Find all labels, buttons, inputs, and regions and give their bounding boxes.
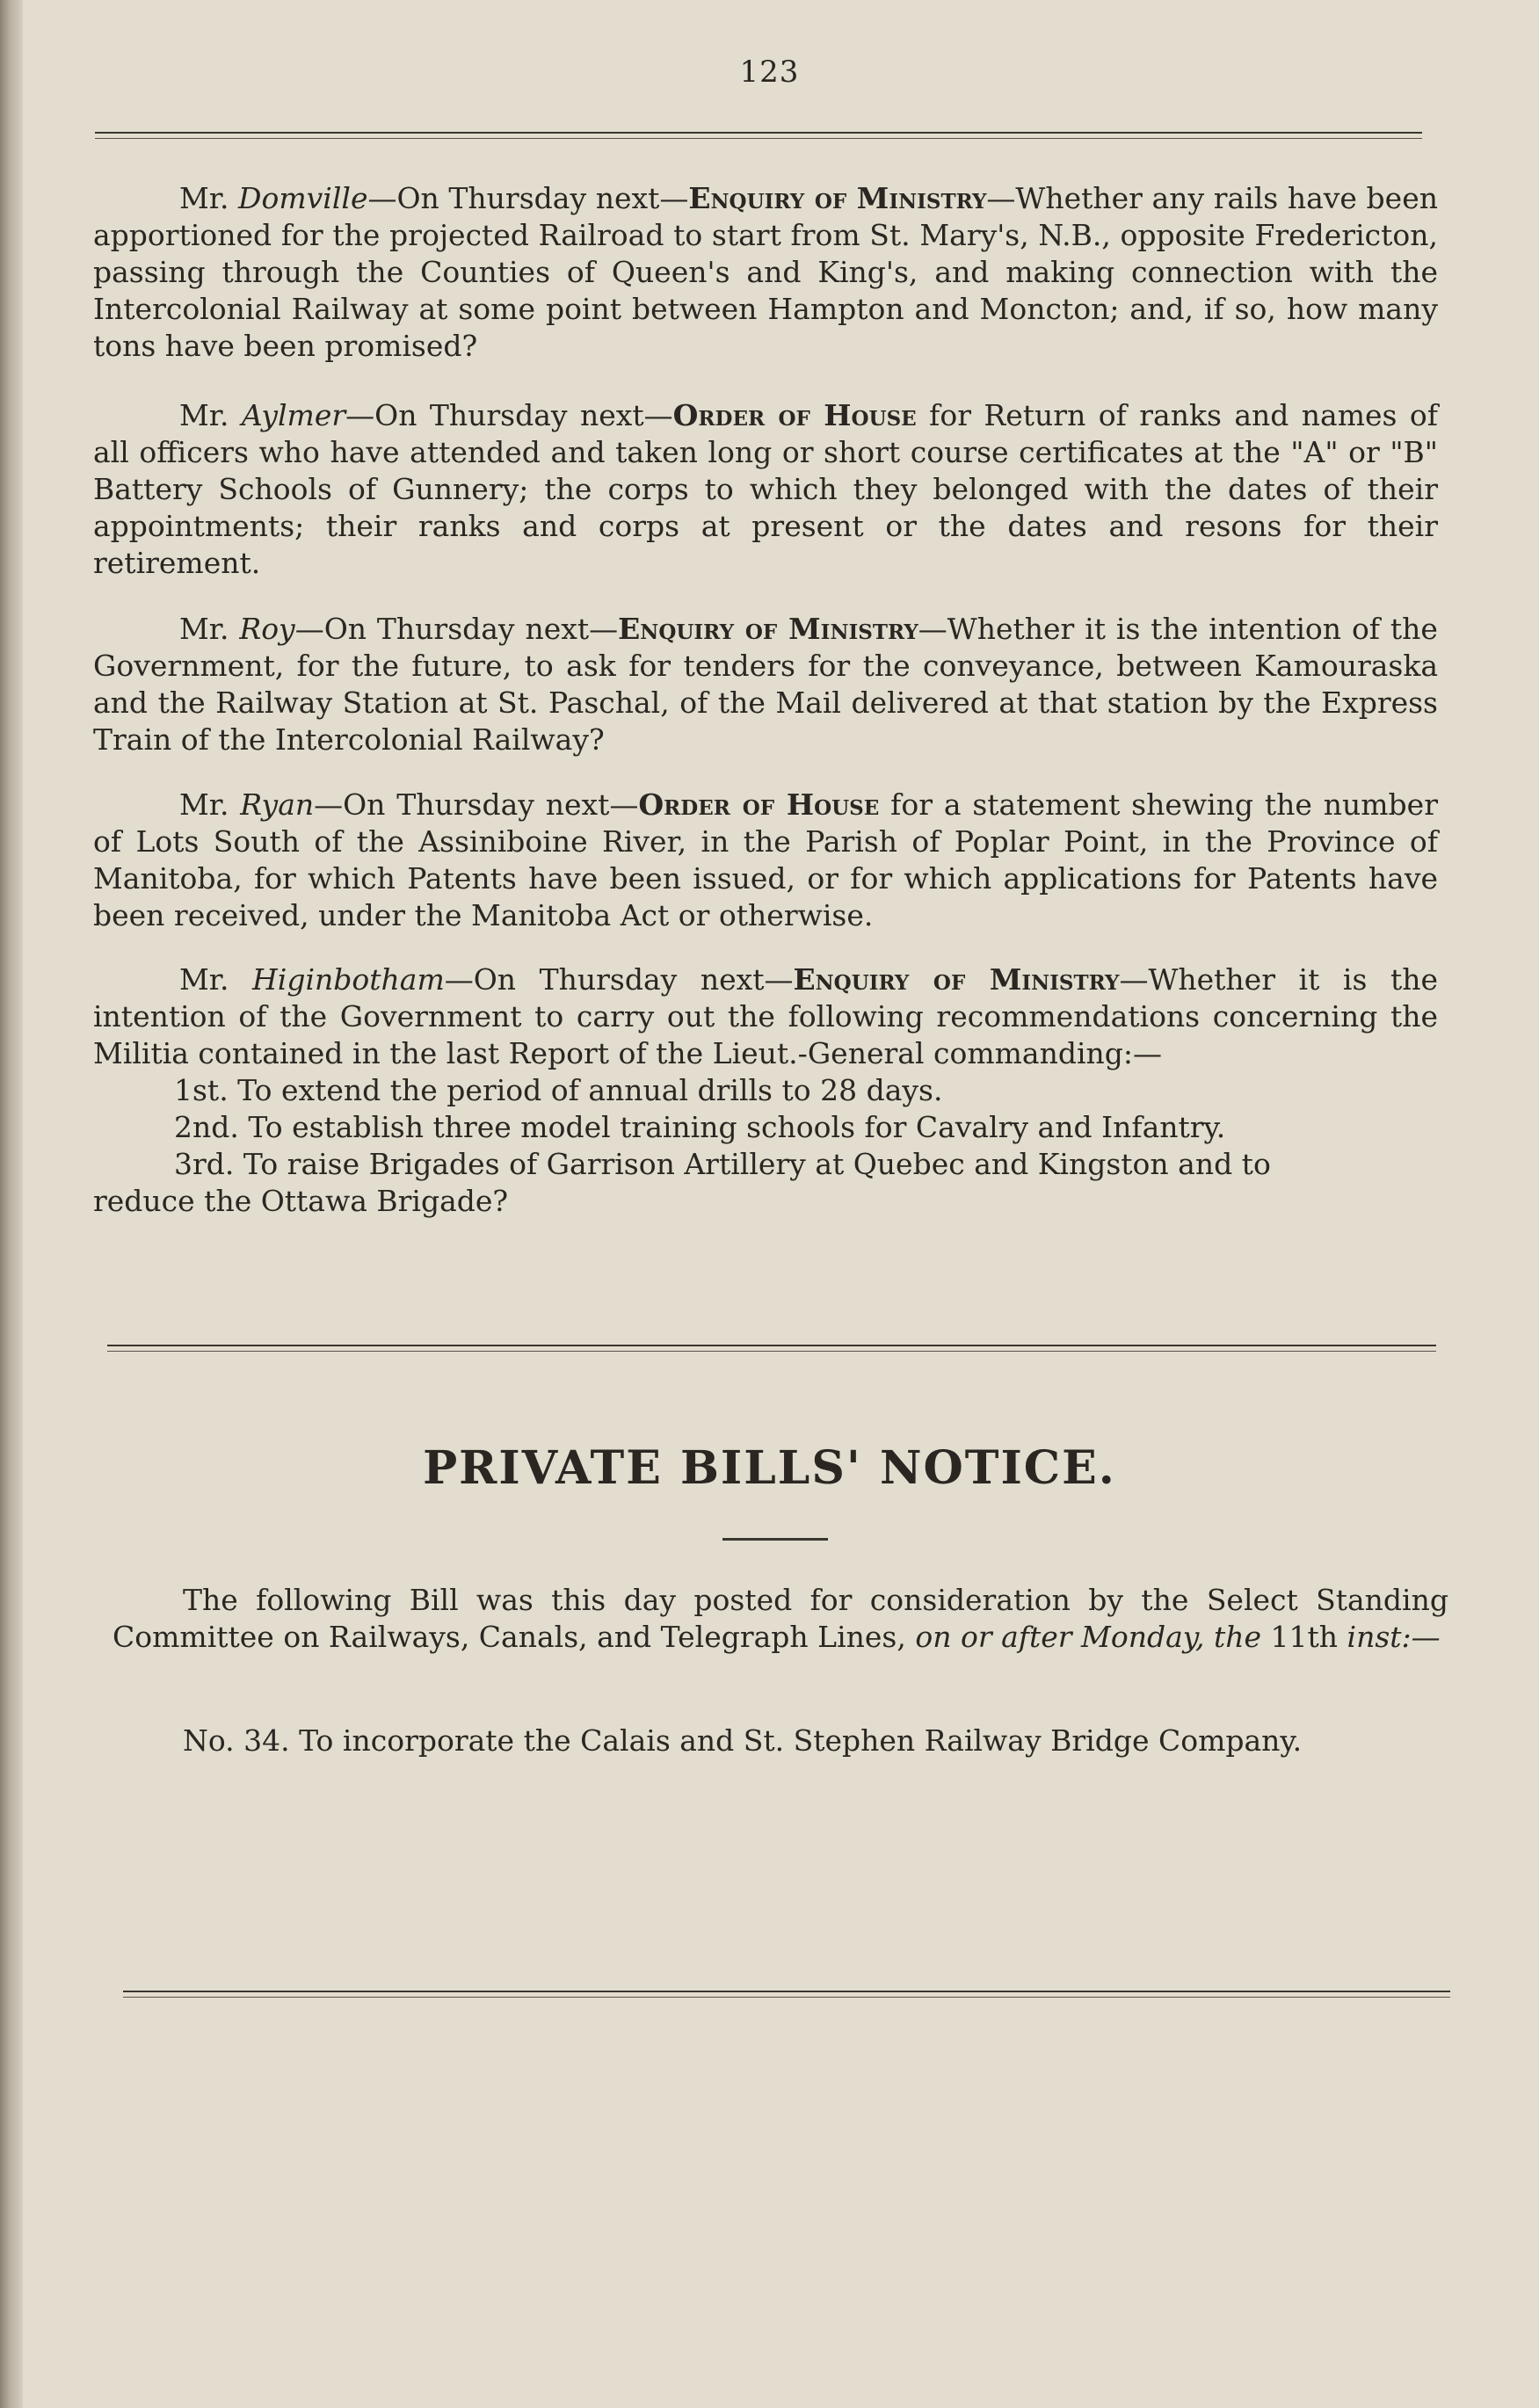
notice-inst: inst:— — [1338, 1620, 1441, 1654]
notice-body: The following Bill was this day posted for consideration by the Select Standing Committee on Railways, Canals, and Telegraph Lines, — [113, 1583, 1448, 1654]
entry-date: —On Thursday next— — [444, 962, 794, 997]
page-number: 123 — [739, 54, 800, 90]
entry-kind: Enquiry of Ministry — [618, 612, 918, 646]
entry-date: —On Thursday next— — [294, 612, 619, 646]
notice-day: 11th — [1261, 1620, 1339, 1654]
notice-entry-domville — [93, 180, 1438, 365]
bill-entry: No. 34. To incorporate the Calais and St. Stephen Railway Bridge Company. — [183, 1723, 1303, 1758]
entry-title: Mr. — [179, 398, 229, 432]
notice-entry-roy — [93, 611, 1438, 758]
entry-kind: Order of House — [672, 398, 917, 432]
notice-date-phrase: on or after Monday, the — [915, 1620, 1262, 1654]
entry-kind: Order of House — [638, 787, 880, 822]
entry-text: —Whether it is the intention of the Government, for the future, to ask for tenders for the conveyance, between Kamouraska and the Railway Station at St. Paschal, of the Mail delivered at that station by the Express Train of the Intercolonial Railway? — [93, 612, 1438, 757]
member-name: Higinbotham — [252, 962, 445, 997]
entry-kind: Enquiry of Ministry — [793, 962, 1120, 997]
entry-date: —On Thursday next— — [345, 398, 673, 432]
entry-date: —On Thursday next— — [314, 787, 639, 822]
recommendation-item: 1st. To extend the period of annual drills to 28 days. — [174, 1073, 943, 1107]
member-name: Roy — [239, 612, 295, 646]
notice-entry-ryan — [93, 787, 1438, 934]
notice-entry-aylmer — [93, 397, 1438, 582]
section-title: PRIVATE BILLS' NOTICE. — [423, 1441, 1116, 1495]
entry-text: for a statement shewing the number of Lots South of the Assiniboine River, in the Parish of Poplar Point, in the Province of Manitoba, for which Patents have been issued, or for which applications for Patents have been received, under the Manitoba Act or otherwise. — [93, 787, 1438, 932]
book-binding-edge — [0, 0, 23, 2408]
entry-kind: Enquiry of Ministry — [688, 181, 987, 215]
entry-date: —On Thursday next— — [367, 181, 689, 215]
entry-title: Mr. — [179, 612, 229, 646]
member-name: Domville — [238, 181, 368, 215]
title-underline — [722, 1538, 828, 1541]
entry-text: —Whether it is the intention of the Government to carry out the following recommendations concerning the Militia contained in the last Report of the Lieut.-General commanding:— — [93, 962, 1438, 1070]
private-bills-notice-text — [113, 1582, 1448, 1656]
entry-text: for Return of ranks and names of all officers who have attended and taken long or short course certificates at the "A" or "B" Battery Schools of Gunnery; the corps to which they belonged with the dates of their appointments; their ranks and corps at present or the dates and resons for their retirement. — [93, 398, 1438, 580]
member-name: Ryan — [240, 787, 315, 822]
recommendation-item: 3rd. To raise Brigades of Garrison Artillery at Quebec and Kingston and to — [174, 1147, 1271, 1181]
recommendation-item: 2nd. To establish three model training schools for Cavalry and Infantry. — [174, 1110, 1226, 1144]
member-name: Aylmer — [241, 398, 346, 432]
recommendation-tail: reduce the Ottawa Brigade? — [93, 1184, 509, 1218]
entry-text: —Whether any rails have been apportioned for the projected Railroad to start from St. Mary's, N.B., opposite Fredericton, passing through the Counties of Queen's and King's, and making connection with the Intercolonial Railway at some point between Hampton and Moncton; and, if so, how many tons have been promised? — [93, 181, 1438, 363]
entry-title: Mr. — [179, 962, 229, 997]
notice-entry-higinbotham — [93, 961, 1438, 1220]
entry-title: Mr. — [179, 787, 229, 822]
entry-title: Mr. — [179, 181, 229, 215]
